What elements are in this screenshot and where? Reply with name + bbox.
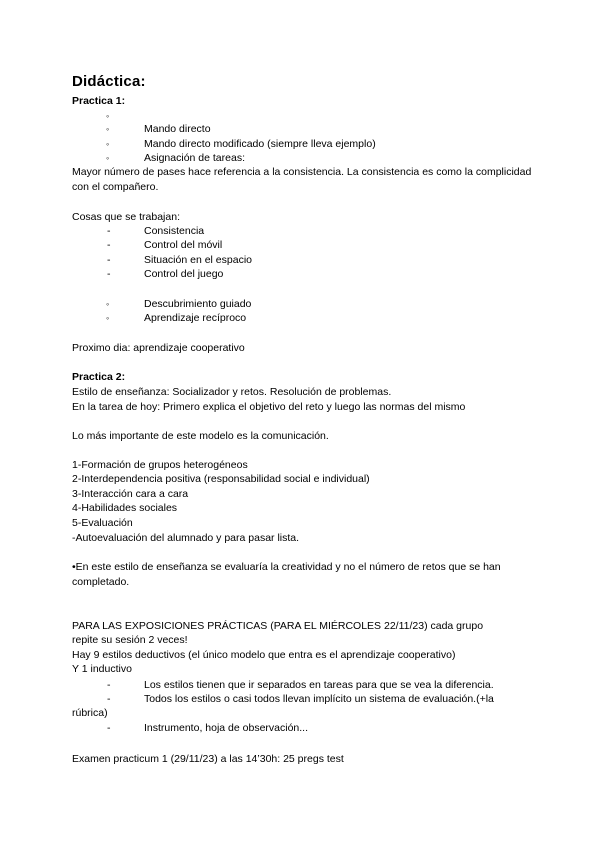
dash-bullet-icon: - <box>107 679 111 691</box>
exposiciones-line: PARA LAS EXPOSICIONES PRÁCTICAS (PARA EL MIÉRCOLES 22/11/23) cada grupo <box>72 620 484 632</box>
list-item: Consistencia <box>144 225 205 237</box>
circle-bullet-icon: ◦ <box>106 299 110 309</box>
list-item: Mando directo modificado (siempre lleva ejemplo) <box>144 138 376 150</box>
list-item: Mando directo <box>144 123 211 135</box>
circle-bullet-icon: ◦ <box>106 153 110 163</box>
numbered-item: -Autoevaluación del alumnado y para pasar lista. <box>72 532 300 544</box>
dash-bullet-icon: - <box>107 239 111 251</box>
dash-bullet-icon: - <box>107 268 111 280</box>
dash-bullet-icon: - <box>107 225 111 237</box>
numbered-item: 4-Habilidades sociales <box>72 502 178 514</box>
proximo-dia: Proximo dia: aprendizaje cooperativo <box>72 342 245 354</box>
practica2-heading: Practica 2: <box>72 371 126 383</box>
dash-bullet-icon: - <box>107 722 111 734</box>
creatividad-note: •En este estilo de enseñanza se evaluaría la creatividad y no el número de retos que se han completado. <box>72 561 501 588</box>
practica1-heading: Practica 1: <box>72 95 126 107</box>
numbered-item: 5-Evaluación <box>72 517 133 529</box>
cosas-heading: Cosas que se trabajan: <box>72 211 180 223</box>
page-title: Didáctica: <box>72 73 146 90</box>
importante-line: Lo más importante de este modelo es la comunicación. <box>72 430 329 442</box>
exposiciones-line: Hay 9 estilos deductivos (el único modelo que entra es el aprendizaje cooperativo) <box>72 649 456 661</box>
circle-bullet-icon: ◦ <box>106 111 110 121</box>
list-item: Descubrimiento guiado <box>144 298 252 310</box>
estilo-line: Estilo de enseñanza: Socializador y retos. Resolución de problemas. <box>72 386 392 398</box>
list-item: Aprendizaje recíproco <box>144 312 247 324</box>
list-item: Control del móvil <box>144 239 223 251</box>
list-item: Los estilos tienen que ir separados en tareas para que se vea la diferencia. <box>144 679 494 691</box>
tarea-line: En la tarea de hoy: Primero explica el objetivo del reto y luego las normas del mismo <box>72 401 466 413</box>
list-item: Asignación de tareas: <box>144 152 245 164</box>
list-item-continuation: rúbrica) <box>72 707 108 719</box>
list-item: Situación en el espacio <box>144 254 252 266</box>
exposiciones-line: repite su sesión 2 veces! <box>72 634 188 646</box>
dash-bullet-icon: - <box>107 254 111 266</box>
circle-bullet-icon: ◦ <box>106 139 110 149</box>
examen-line: Examen practicum 1 (29/11/23) a las 14’30h: 25 pregs test <box>72 753 344 765</box>
numbered-item: 1-Formación de grupos heterogéneos <box>72 459 248 471</box>
numbered-item: 2-Interdependencia positiva (responsabilidad social e individual) <box>72 473 370 485</box>
circle-bullet-icon: ◦ <box>106 124 110 134</box>
circle-bullet-icon: ◦ <box>106 313 110 323</box>
exposiciones-line: Y 1 inductivo <box>72 663 132 675</box>
consistencia-note: Mayor número de pases hace referencia a la consistencia. La consistencia es como la complicidad con el compañero. <box>72 166 532 193</box>
list-item: Instrumento, hoja de observación... <box>144 722 309 734</box>
list-item: Control del juego <box>144 268 224 280</box>
dash-bullet-icon: - <box>107 693 111 705</box>
list-item: Todos los estilos o casi todos llevan implícito un sistema de evaluación.(+la <box>144 693 494 705</box>
numbered-item: 3-Interacción cara a cara <box>72 488 189 500</box>
